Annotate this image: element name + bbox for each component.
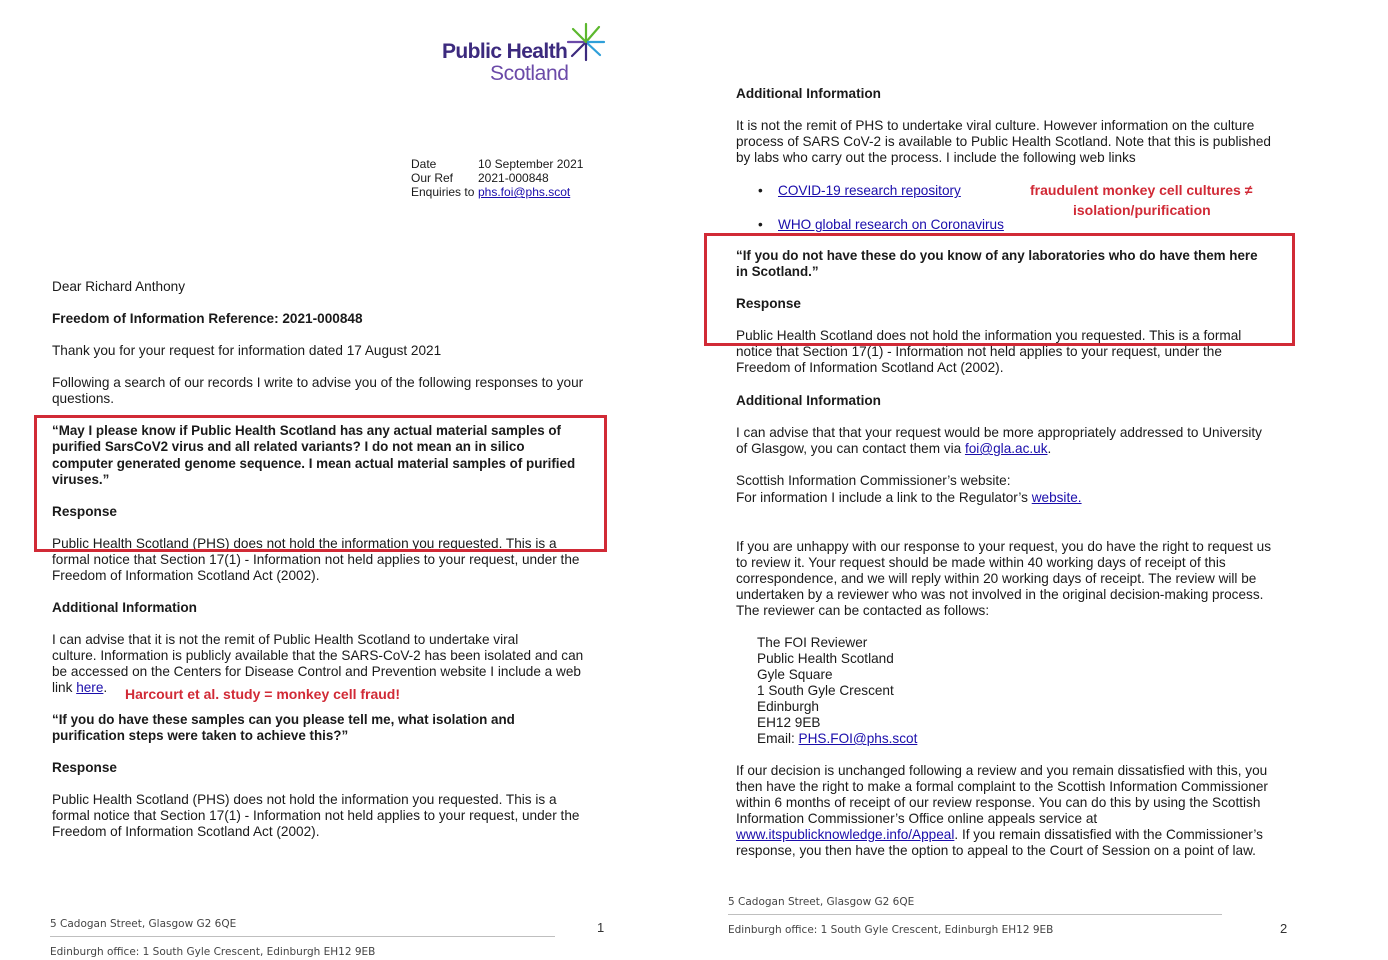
complaint-line: within 6 months of receipt of our review response. You can do this by using the Scottish [736, 795, 1261, 810]
highlight-box-question-3 [704, 233, 1295, 346]
enquiries-label: Enquiries to [411, 185, 475, 199]
sic-line: Scottish Information Commissioner’s website: [736, 473, 1011, 488]
review-line: to review it. Your request should be made within 40 working days of receipt of this [736, 555, 1226, 570]
advise-line: I can advise that that your request would be more appropriately addressed to University [736, 425, 1262, 440]
response-3-line: Public Health Scotland does not hold the information you requested. This is a formal [736, 328, 1242, 343]
question-3-line: “If you do not have these do you know of any laboratories who do have them here [736, 248, 1258, 263]
star-burst-icon [566, 22, 606, 62]
annotation-harcourt: Harcourt et al. study = monkey cell fraud! [125, 686, 401, 702]
footer-address: 5 Cadogan Street, Glasgow G2 6QE [728, 896, 915, 908]
appeal-link[interactable]: www.itspublicknowledge.info/Appeal [736, 827, 955, 842]
advise-line: of Glasgow, you can contact them via foi@gla.ac.uk. [736, 441, 1052, 456]
footer-address: 5 Cadogan Street, Glasgow G2 6QE [50, 918, 237, 930]
address-line: Gyle Square [757, 667, 833, 682]
highlight-box-question-1 [34, 415, 607, 552]
footer-edinburgh: Edinburgh office: 1 South Gyle Crescent, Edinburgh EH12 9EB [728, 924, 1054, 936]
letter-page-2 [690, 0, 1388, 960]
response-heading: Response [52, 504, 117, 519]
question-3-line: in Scotland.” [736, 264, 819, 279]
additional-info-line: link here. [52, 680, 108, 695]
letter-meta [411, 157, 583, 199]
response-1-line: Freedom of Information Scotland Act (2002). [52, 568, 320, 583]
additional-info-line: I can advise that it is not the remit of Public Health Scotland to undertake viral [52, 632, 519, 647]
additional-info-heading: Additional Information [52, 600, 197, 615]
enquiries-email-link[interactable]: phs.foi@phs.scot [478, 185, 571, 199]
footer-divider [728, 914, 1222, 915]
address-line: Public Health Scotland [757, 651, 894, 666]
address-email-line: Email: PHS.FOI@phs.scot [757, 731, 918, 746]
sic-line: For information I include a link to the Regulator’s website. [736, 490, 1082, 505]
review-line: The reviewer can be contacted as follows: [736, 603, 990, 618]
paragraph-line: It is not the remit of PHS to undertake viral culture. However information on the culture [736, 118, 1255, 133]
question-1-line: computer generated genome sequence. I mean actual material samples of purified [52, 456, 576, 471]
date-value: 10 September 2021 [478, 157, 584, 171]
complaint-line: then have the right to make a formal complaint to the Scottish Information Commissioner [736, 779, 1268, 794]
phs-foi-email-link[interactable]: PHS.FOI@phs.scot [798, 731, 918, 746]
question-2-line: purification steps were taken to achieve this?” [52, 728, 349, 743]
intro-line: Following a search of our records I write to advise you of the following responses to your [52, 375, 584, 390]
list-item [736, 183, 1004, 199]
response-heading: Response [736, 296, 801, 311]
response-2-heading: Response [52, 760, 117, 775]
list-item [736, 217, 1004, 233]
question-1-line: “May I please know if Public Health Scotland has any actual material samples of [52, 423, 562, 438]
additional-info-line: culture. Information is publicly available that the SARS-CoV-2 has been isolated and can [52, 648, 584, 663]
page-number: 1 [597, 920, 605, 935]
who-global-research-link[interactable]: WHO global research on Coronavirus [778, 217, 1004, 232]
review-line: undertaken by a reviewer who was not involved in the original decision-making process. [736, 587, 1264, 602]
response-2-line: Freedom of Information Scotland Act (2002). [52, 824, 320, 839]
response-2-line: Public Health Scotland (PHS) does not hold the information you requested. This is a [52, 792, 557, 807]
question-1-line: purified SarsCoV2 virus and all related variants? I do not mean an in silico [52, 439, 525, 454]
complaint-line: Information Commissioner’s Office online appeals service at [736, 811, 1098, 826]
intro-line: questions. [52, 391, 114, 406]
address-line: 1 South Gyle Crescent [757, 683, 894, 698]
page-number: 2 [1280, 921, 1288, 936]
letter-page-1 [0, 0, 690, 960]
review-line: If you are unhappy with our response to your request, you do have the right to request us [736, 539, 1272, 554]
covid-research-repository-link[interactable]: COVID-19 research repository [778, 183, 961, 198]
salutation: Dear Richard Anthony [52, 279, 185, 294]
question-2-line: “If you do have these samples can you please tell me, what isolation and [52, 712, 515, 727]
paragraph-line: by labs who carry out the process. I include the following web links [736, 150, 1136, 165]
web-links-list [736, 183, 1004, 233]
complaint-line: www.itspublicknowledge.info/Appeal. If you remain dissatisfied with the Commissioner’s [736, 827, 1263, 842]
ref-value: 2021-000848 [478, 171, 549, 185]
ref-label: Our Ref [411, 171, 454, 185]
thanks-line: Thank you for your request for information dated 17 August 2021 [52, 343, 442, 358]
additional-info-heading-2: Additional Information [736, 393, 881, 408]
response-1-line: formal notice that Section 17(1) - Information not held applies to your request, under the [52, 552, 580, 567]
complaint-line: response, you then have the option to appeal to the Court of Session on a point of law. [736, 843, 1256, 858]
additional-info-heading: Additional Information [736, 86, 881, 101]
paragraph-line: process of SARS CoV-2 is available to Public Health Scotland. Note that this is published [736, 134, 1271, 149]
here-link[interactable]: here [76, 680, 104, 695]
footer-divider [50, 936, 555, 937]
review-line: correspondence, and we will reply within 20 working days of receipt. The review will be [736, 571, 1257, 586]
complaint-line: If our decision is unchanged following a review and you remain dissatisfied with this, you [736, 763, 1268, 778]
address-line: Edinburgh [757, 699, 819, 714]
foi-reference: Freedom of Information Reference: 2021-000848 [52, 311, 363, 326]
additional-info-line: be accessed on the Centers for Disease Control and Prevention website I include a web [52, 664, 581, 679]
response-3-line: notice that Section 17(1) - Information not held applies to your request, under the [736, 344, 1222, 359]
footer-edinburgh: Edinburgh office: 1 South Gyle Crescent, Edinburgh EH12 9EB [50, 946, 376, 958]
date-label: Date [411, 157, 437, 171]
response-1-line: Public Health Scotland (PHS) does not hold the information you requested. This is a [52, 536, 557, 551]
address-line: EH12 9EB [757, 715, 821, 730]
phs-logo: Public Health Scotland [442, 40, 612, 90]
question-1-line: viruses.” [52, 472, 110, 487]
response-2-line: formal notice that Section 17(1) - Information not held applies to your request, under the [52, 808, 580, 823]
regulator-website-link[interactable]: website. [1031, 490, 1082, 505]
annotation-monkey-cell: fraudulent monkey cell cultures ≠ [1030, 182, 1253, 198]
glasgow-foi-email-link[interactable]: foi@gla.ac.uk [964, 441, 1048, 456]
annotation-monkey-cell: isolation/purification [1073, 202, 1211, 218]
response-3-line: Freedom of Information Scotland Act (2002). [736, 360, 1004, 375]
address-line: The FOI Reviewer [757, 635, 868, 650]
